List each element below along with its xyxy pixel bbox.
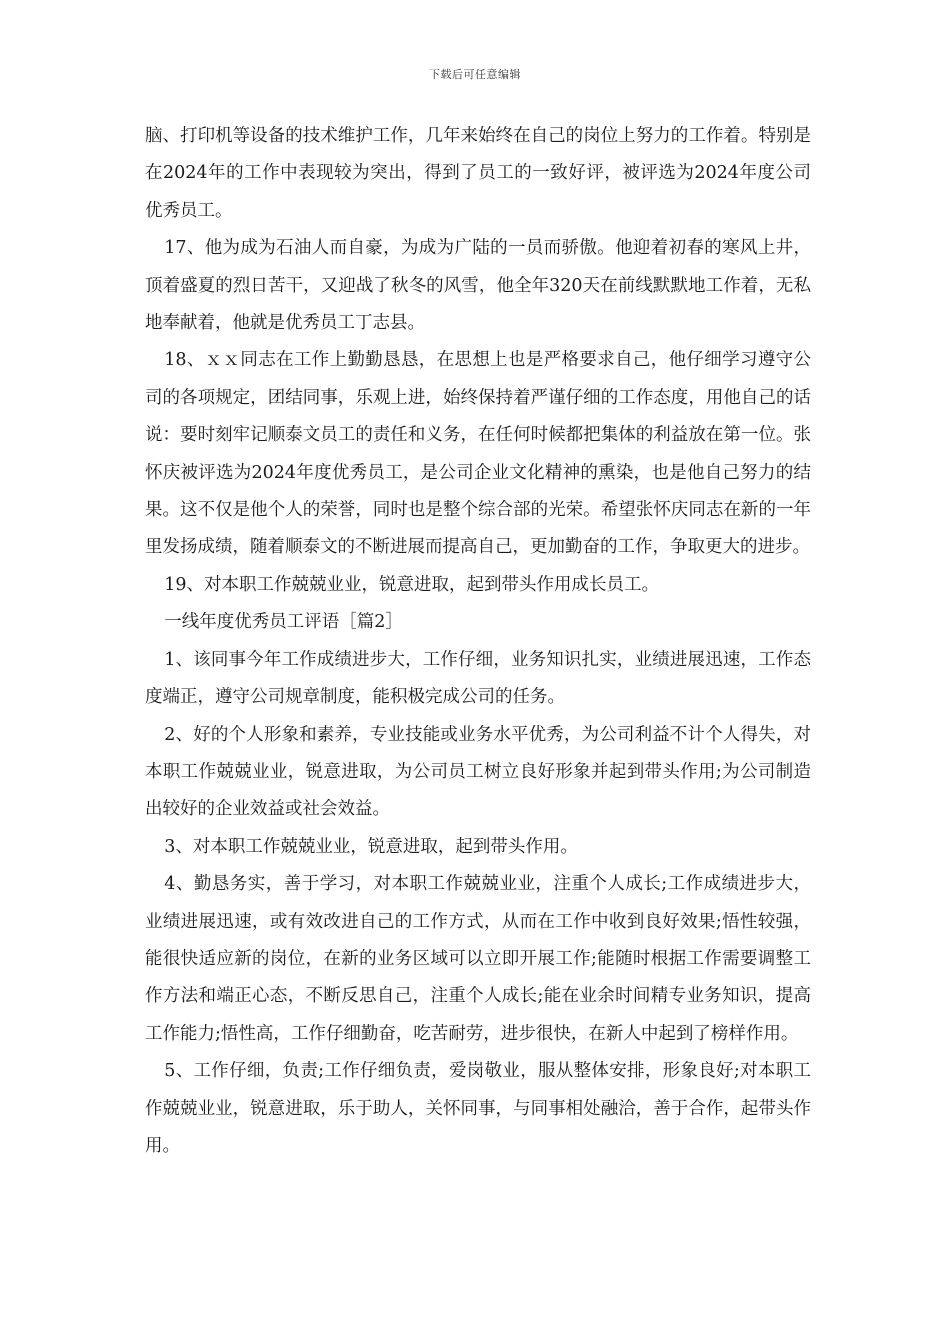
paragraph-item-4: 4、勤恳务实，善于学习，对本职工作兢兢业业，注重个人成长;工作成绩进步大，业绩进展迅速，或有效改进自己的工作方式，从而在工作中收到良好效果;悟性较强，能很快适应新的岗位，在新的业务区域可以立即开展工作;能随时根据工作需要调整工作方法和端正心态，不断反思自己，注重个人成长;能在业余时间精专业务知识，提高工作能力;悟性高，工作仔细勤奋，吃苦耐劳，进步很快，在新人中起到了榜样作用。 bbox=[145, 874, 811, 1044]
paragraph-item-17: 17、他为成为石油人而自豪，为成为广陆的一员而骄傲。他迎着初春的寒风上井，顶着盛夏的烈日苦干，又迎战了秋冬的风雪，他全年320天在前线默默地工作着，无私地奉献着，他就是优秀员工丁志县。 bbox=[145, 238, 811, 334]
section-heading: 一线年度优秀员工评语［篇2］ bbox=[164, 612, 403, 633]
paragraph-item-2: 2、好的个人形象和素养，专业技能或业务水平优秀，为公司利益不计个人得失，对本职工作兢兢业业，锐意进取，为公司员工树立良好形象并起到带头作用;为公司制造出较好的企业效益或社会效益。 bbox=[145, 724, 811, 820]
paragraph-item-5: 5、工作仔细，负责;工作仔细负责，爱岗敬业，服从整体安排，形象良好;对本职工作兢兢业业，锐意进取，乐于助人，关怀同事，与同事相处融洽，善于合作，起带头作用。 bbox=[145, 1061, 811, 1156]
paragraph-item-19: 19、对本职工作兢兢业业，锐意进取，起到带头作用成长员工。 bbox=[164, 574, 660, 595]
paragraph-item-18: 18、ｘｘ同志在工作上勤勤恳恳，在思想上也是严格要求自己，他仔细学习遵守公司的各项规定，团结同事，乐观上进，始终保持着严谨仔细的工作态度，用他自己的话说：要时刻牢记顺泰文员工的责任和义务，在任何时候都把集体的利益放在第一位。张怀庆被评选为2024年度优秀员工，是公司企业文化精神的熏染，也是他自己努力的结果。这不仅是他个人的荣誉，同时也是整个综合部的光荣。希望张怀庆同志在新的一年里发扬成绩，随着顺泰文的不断进展而提高自己，更加勤奋的工作，争取更大的进步。 bbox=[145, 350, 811, 558]
paragraph-item-3: 3、对本职工作兢兢业业，锐意进取，起到带头作用。 bbox=[164, 836, 578, 857]
document-body bbox=[145, 118, 811, 1165]
paragraph-continuation: 脑、打印机等设备的技术维护工作，几年来始终在自己的岗位上努力的工作着。特别是在2024年的工作中表现较为突出，得到了员工的一致好评，被评选为2024年度公司优秀员工。 bbox=[145, 126, 811, 221]
page-header: 下载后可任意编辑 bbox=[429, 68, 521, 81]
paragraph-item-1: 1、该同事今年工作成绩进步大，工作仔细，业务知识扎实，业绩进展迅速，工作态度端正，遵守公司规章制度，能积极完成公司的任务。 bbox=[145, 649, 811, 708]
